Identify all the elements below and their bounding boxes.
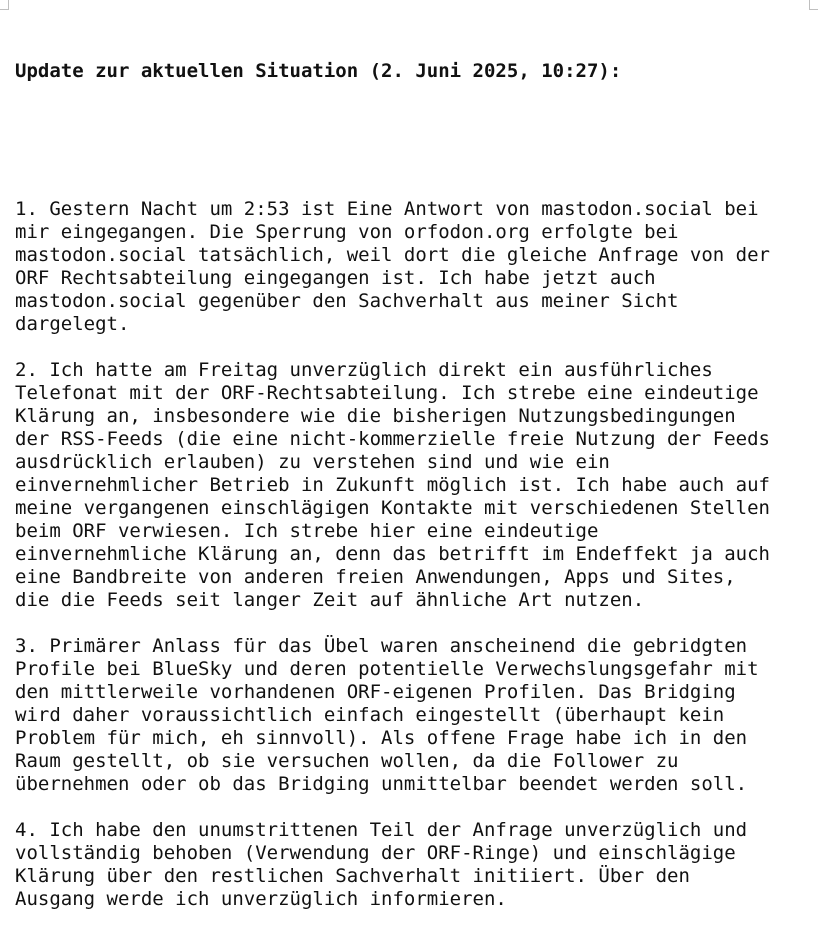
blank-line xyxy=(15,796,815,819)
paragraph-item xyxy=(15,635,815,796)
text-line: die die Feeds seit langer Zeit auf ähnliche Art nutzen. xyxy=(15,589,645,611)
blank-line xyxy=(15,612,815,635)
text-line: mir eingegangen. Die Sperrung von orfodon.org erfolgte bei xyxy=(15,221,679,243)
text-line: dargelegt. xyxy=(15,313,130,335)
text-line: mastodon.social gegenüber den Sachverhalt aus meiner Sicht xyxy=(15,290,679,312)
paragraph-item xyxy=(15,819,815,911)
paragraph-item xyxy=(15,359,815,612)
paragraph-item xyxy=(15,198,815,336)
text-line: Profile bei BlueSky und deren potentielle Verwechslungsgefahr mit xyxy=(15,658,759,680)
text-line: 2. Ich hatte am Freitag unverzüglich direkt ein ausführliches xyxy=(15,359,713,381)
text-line: 4. Ich habe den unumstrittenen Teil der Anfrage unverzüglich und xyxy=(15,819,748,841)
text-line: übernehmen oder ob das Bridging unmittelbar beendet werden soll. xyxy=(15,773,748,795)
text-line: wird daher voraussichtlich einfach eingestellt (überhaupt kein xyxy=(15,704,725,726)
text-line: 3. Primärer Anlass für das Übel waren anscheinend die gebridgten xyxy=(15,635,748,657)
paragraph-list xyxy=(15,198,815,911)
text-line: vollständig behoben (Verwendung der ORF-Ringe) und einschlägige xyxy=(15,842,736,864)
text-line: meine vergangenen einschlägigen Kontakte mit verschiedenen Stellen xyxy=(15,497,770,519)
text-line: Telefonat mit der ORF-Rechtsabteilung. Ich strebe eine eindeutige xyxy=(15,382,759,404)
blank-line xyxy=(15,129,815,152)
text-line: Klärung über den restlichen Sachverhalt initiiert. Über den xyxy=(15,865,690,887)
blank-line xyxy=(15,336,815,359)
text-line: einvernehmliche Klärung an, denn das betrifft im Endeffekt ja auch xyxy=(15,543,770,565)
text-line: 1. Gestern Nacht um 2:53 ist Eine Antwort von mastodon.social bei xyxy=(15,198,759,220)
text-line: eine Bandbreite von anderen freien Anwendungen, Apps und Sites, xyxy=(15,566,736,588)
text-line: einvernehmlicher Betrieb in Zukunft möglich ist. Ich habe auch auf xyxy=(15,474,770,496)
text-line: Ausgang werde ich unverzüglich informieren. xyxy=(15,888,507,910)
text-line: mastodon.social tatsächlich, weil dort die gleiche Anfrage von der xyxy=(15,244,770,266)
text-line: der RSS-Feeds (die eine nicht-kommerzielle freie Nutzung der Feeds xyxy=(15,428,770,450)
text-line: ausdrücklich erlauben) zu verstehen sind und wie ein xyxy=(15,451,610,473)
text-line: Raum gestellt, ob sie versuchen wollen, da die Follower zu xyxy=(15,750,679,772)
text-line: beim ORF verwiesen. Ich strebe hier eine eindeutige xyxy=(15,520,599,542)
document-body xyxy=(15,14,815,934)
document-heading: Update zur aktuellen Situation (2. Juni 2025, 10:27): xyxy=(15,60,622,82)
page-corner-mark-left xyxy=(0,0,9,10)
text-line: Problem für mich, eh sinnvoll). Als offene Frage habe ich in den xyxy=(15,727,748,749)
page-corner-mark-right xyxy=(809,0,818,10)
text-line: den mittlerweile vorhandenen ORF-eigenen Profilen. Das Bridging xyxy=(15,681,736,703)
text-line: ORF Rechtsabteilung eingegangen ist. Ich habe jetzt auch xyxy=(15,267,656,289)
text-line: Klärung an, insbesondere wie die bisherigen Nutzungsbedingungen xyxy=(15,405,736,427)
